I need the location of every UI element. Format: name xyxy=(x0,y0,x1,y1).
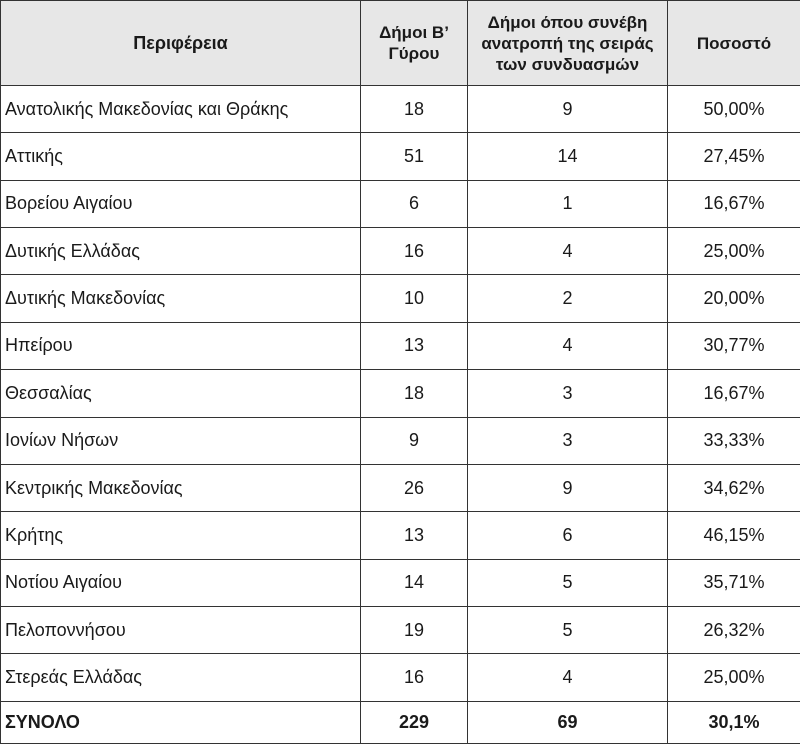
cell-second-round: 9 xyxy=(361,417,468,464)
cell-region: Κρήτης xyxy=(1,512,361,559)
cell-region: Ιονίων Νήσων xyxy=(1,417,361,464)
cell-percentage: 25,00% xyxy=(668,654,800,701)
cell-overturned: 14 xyxy=(468,133,668,180)
cell-second-round: 13 xyxy=(361,322,468,369)
cell-overturned: 6 xyxy=(468,512,668,559)
cell-overturned: 3 xyxy=(468,370,668,417)
table-row xyxy=(1,512,800,559)
cell-overturned: 4 xyxy=(468,322,668,369)
cell-second-round: 13 xyxy=(361,512,468,559)
header-region: Περιφέρεια xyxy=(1,1,361,86)
total-row xyxy=(1,701,800,743)
cell-region: Νοτίου Αιγαίου xyxy=(1,559,361,606)
cell-percentage: 34,62% xyxy=(668,464,800,511)
total-second-round: 229 xyxy=(361,701,468,743)
cell-region: Ηπείρου xyxy=(1,322,361,369)
table-row xyxy=(1,86,800,133)
cell-second-round: 18 xyxy=(361,86,468,133)
cell-percentage: 27,45% xyxy=(668,133,800,180)
cell-second-round: 26 xyxy=(361,464,468,511)
cell-overturned: 5 xyxy=(468,559,668,606)
cell-second-round: 18 xyxy=(361,370,468,417)
cell-overturned: 5 xyxy=(468,606,668,653)
cell-overturned: 4 xyxy=(468,654,668,701)
cell-second-round: 10 xyxy=(361,275,468,322)
cell-percentage: 50,00% xyxy=(668,86,800,133)
cell-percentage: 33,33% xyxy=(668,417,800,464)
table-row xyxy=(1,133,800,180)
cell-region: Αττικής xyxy=(1,133,361,180)
cell-second-round: 16 xyxy=(361,228,468,275)
cell-region: Βορείου Αιγαίου xyxy=(1,180,361,227)
cell-second-round: 16 xyxy=(361,654,468,701)
cell-overturned: 9 xyxy=(468,464,668,511)
cell-overturned: 2 xyxy=(468,275,668,322)
total-overturned: 69 xyxy=(468,701,668,743)
table-row xyxy=(1,180,800,227)
table-row xyxy=(1,322,800,369)
table-row xyxy=(1,228,800,275)
header-percentage: Ποσοστό xyxy=(668,1,800,86)
cell-region: Θεσσαλίας xyxy=(1,370,361,417)
cell-region: Στερεάς Ελλάδας xyxy=(1,654,361,701)
cell-second-round: 51 xyxy=(361,133,468,180)
cell-overturned: 3 xyxy=(468,417,668,464)
cell-second-round: 14 xyxy=(361,559,468,606)
cell-region: Ανατολικής Μακεδονίας και Θράκης xyxy=(1,86,361,133)
header-second-round: Δήμοι Β’ Γύρου xyxy=(361,1,468,86)
cell-second-round: 19 xyxy=(361,606,468,653)
table-row xyxy=(1,417,800,464)
table-row xyxy=(1,464,800,511)
cell-overturned: 4 xyxy=(468,228,668,275)
total-percentage: 30,1% xyxy=(668,701,800,743)
cell-region: Πελοποννήσου xyxy=(1,606,361,653)
cell-region: Δυτικής Ελλάδας xyxy=(1,228,361,275)
cell-region: Κεντρικής Μακεδονίας xyxy=(1,464,361,511)
cell-overturned: 1 xyxy=(468,180,668,227)
cell-percentage: 16,67% xyxy=(668,180,800,227)
header-row xyxy=(1,1,800,86)
table-row xyxy=(1,606,800,653)
total-label: ΣΥΝΟΛΟ xyxy=(1,701,361,743)
cell-percentage: 26,32% xyxy=(668,606,800,653)
cell-percentage: 35,71% xyxy=(668,559,800,606)
table-row xyxy=(1,370,800,417)
cell-overturned: 9 xyxy=(468,86,668,133)
header-overturned: Δήμοι όπου συνέβη ανατροπή της σειράς των συνδυασμών xyxy=(468,1,668,86)
cell-percentage: 46,15% xyxy=(668,512,800,559)
cell-second-round: 6 xyxy=(361,180,468,227)
cell-percentage: 16,67% xyxy=(668,370,800,417)
table-row xyxy=(1,559,800,606)
cell-percentage: 25,00% xyxy=(668,228,800,275)
cell-percentage: 30,77% xyxy=(668,322,800,369)
cell-percentage: 20,00% xyxy=(668,275,800,322)
table-row xyxy=(1,654,800,701)
table-row xyxy=(1,275,800,322)
cell-region: Δυτικής Μακεδονίας xyxy=(1,275,361,322)
